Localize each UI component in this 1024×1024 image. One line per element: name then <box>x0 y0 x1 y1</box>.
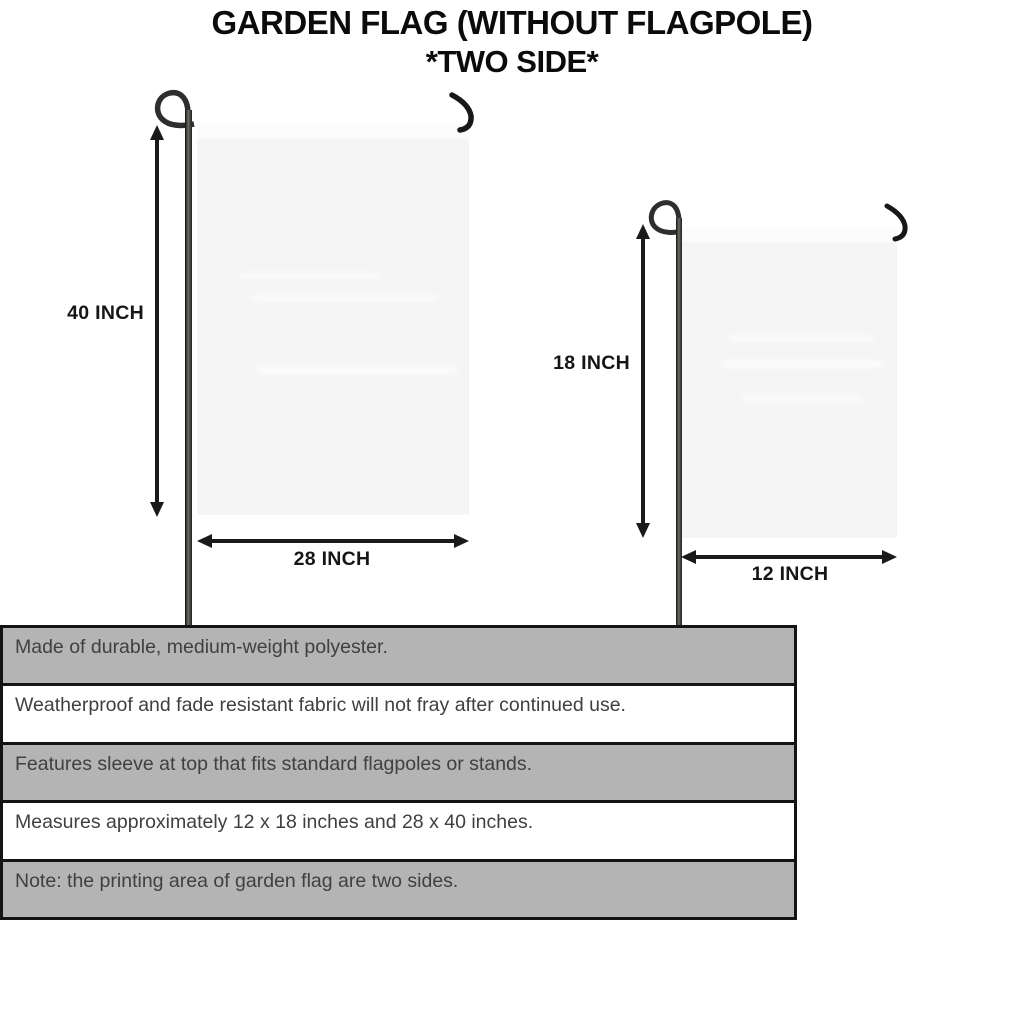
large-flagpole <box>185 110 192 625</box>
large-height-label: 40 INCH <box>67 302 144 324</box>
feature-text: Made of durable, medium-weight polyester. <box>15 636 388 658</box>
feature-text: Note: the printing area of garden flag are two sides. <box>15 869 459 892</box>
small-flag-hook-icon <box>880 200 918 246</box>
large-height-arrow <box>150 125 164 517</box>
feature-row <box>3 686 794 744</box>
large-flag-canvas <box>197 124 469 515</box>
small-flag-canvas <box>682 227 897 538</box>
small-flag-sleeve <box>682 227 897 242</box>
small-height-arrow <box>636 224 650 538</box>
page-title: GARDEN FLAG (WITHOUT FLAGPOLE) <box>211 4 813 41</box>
feature-row <box>3 628 794 686</box>
feature-table <box>0 625 797 920</box>
page-subtitle: *TWO SIDE* <box>425 44 599 79</box>
small-width-label: 12 INCH <box>751 563 829 585</box>
large-flag-hook-icon <box>444 88 484 136</box>
large-width-arrow <box>197 534 469 548</box>
large-width-label: 28 INCH <box>293 548 371 570</box>
small-height-label: 18 INCH <box>553 352 630 374</box>
large-flag-sleeve <box>197 124 469 139</box>
feature-row <box>3 803 794 861</box>
feature-row <box>3 745 794 803</box>
feature-text: Measures approximately 12 x 18 inches and 28 x 40 inches. <box>15 811 534 834</box>
feature-text: Weatherproof and fade resistant fabric will not fray after continued use. <box>15 694 626 717</box>
small-width-arrow <box>681 550 897 564</box>
feature-text: Features sleeve at top that fits standard flagpoles or stands. <box>15 752 533 775</box>
feature-row <box>3 862 794 917</box>
